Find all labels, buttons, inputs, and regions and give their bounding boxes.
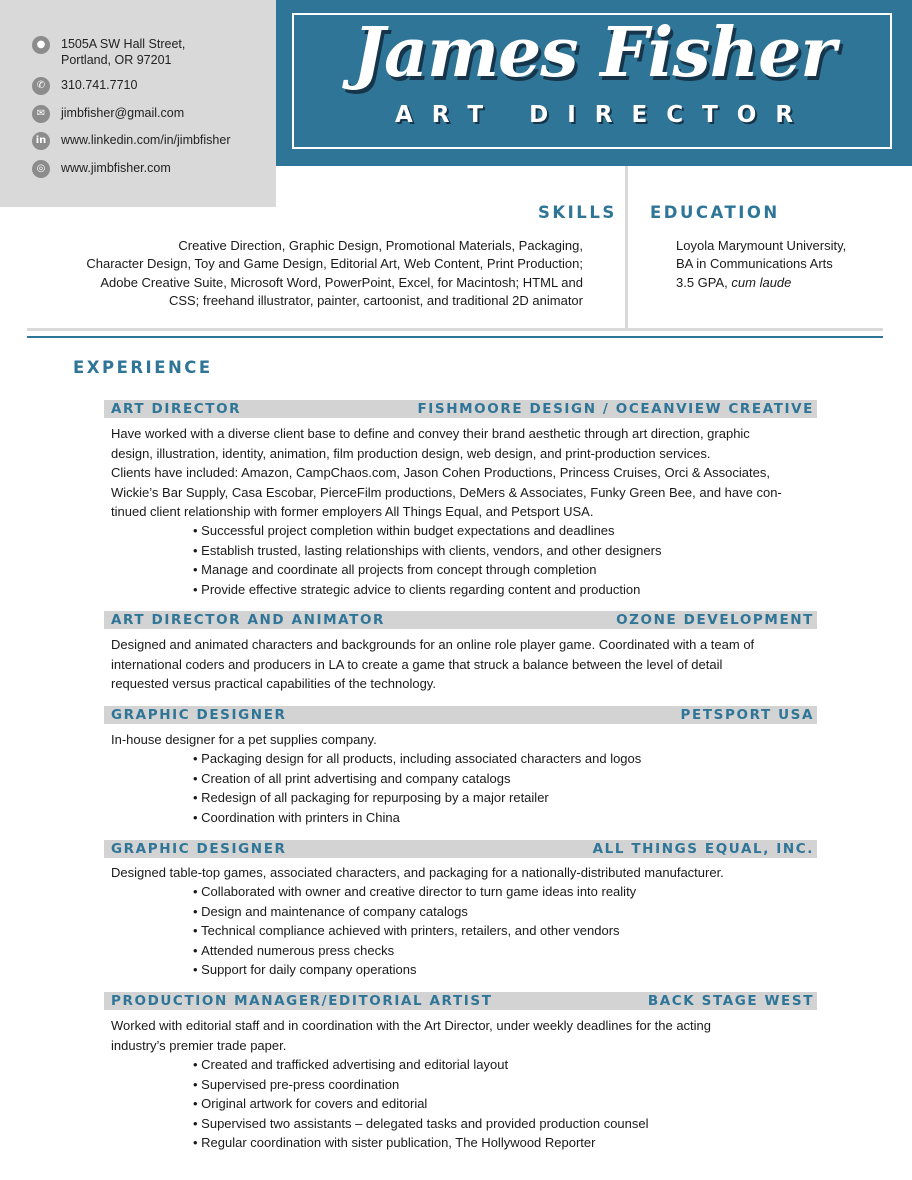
bullet-item: • Creation of all print advertising and company catalogs (193, 769, 813, 789)
job-bullets (193, 521, 813, 599)
job-company: OZONE DEVELOPMENT (616, 612, 814, 628)
address-line-1: 1505A SW Hall Street, (61, 37, 186, 51)
bullet-item: • Redesign of all packaging for repurposing by a major retailer (193, 788, 813, 808)
bullet-item: • Supervised two assistants – delegated tasks and provided production counsel (193, 1114, 813, 1134)
education-heading: EDUCATION (650, 203, 780, 222)
contact-phone (32, 77, 137, 95)
experience-heading: EXPERIENCE (73, 358, 213, 377)
job-description (111, 863, 811, 883)
contact-linkedin (32, 132, 231, 150)
skills-heading: SKILLS (538, 203, 617, 222)
job-company: PETSPORT USA (680, 707, 814, 723)
job-header (104, 992, 817, 1010)
job-description-line: design, illustration, identity, animation, film production design, web design, and print-production services. (111, 445, 711, 461)
job-header (104, 400, 817, 418)
job-description-line: Designed and animated characters and backgrounds for an online role player game. Coordinated with a team of (111, 637, 755, 652)
education-gpa: 3.5 GPA, (676, 274, 732, 290)
job-description-line: tinued client relationship with former employers All Things Equal, and Petsport USA. (111, 504, 594, 519)
bullet-item: • Provide effective strategic advice to clients regarding content and production (193, 580, 813, 600)
bullet-item: • Packaging design for all products, including associated characters and logos (193, 749, 813, 769)
name-banner (276, 0, 912, 166)
job-description-line: In-house designer for a pet supplies company. (111, 732, 377, 747)
mail-icon: ✉ (32, 105, 50, 123)
globe-icon: ◎ (32, 160, 50, 178)
bullet-item: • Coordination with printers in China (193, 808, 813, 828)
job-description (111, 1016, 811, 1055)
education-degree: BA in Communications Arts (676, 256, 833, 272)
skills-line: Creative Direction, Graphic Design, Promotional Materials, Packaging, (178, 238, 583, 253)
job-company: BACK STAGE WEST (647, 993, 814, 1009)
bullet-item: • Collaborated with owner and creative director to turn game ideas into reality (193, 882, 813, 902)
bullet-item: • Manage and coordinate all projects from concept through completion (193, 560, 813, 580)
bullet-item: • Regular coordination with sister publication, The Hollywood Reporter (193, 1133, 813, 1153)
divider-blue (27, 336, 883, 338)
job-description-line: Clients have included: Amazon, CampChaos.com, Jason Cohen Productions, Princess Cruises, Orci & Associates, (111, 465, 770, 480)
address-line-2: Portland, OR 97201 (61, 53, 172, 67)
job-role: PRODUCTION MANAGER/EDITORIAL ARTIST (111, 993, 493, 1009)
job-role: ART DIRECTOR (111, 401, 242, 417)
education-gpa-line (676, 274, 846, 292)
skills-list (40, 237, 583, 310)
phone-number[interactable]: 310.741.7710 (61, 78, 138, 92)
candidate-title: ART DIRECTOR (394, 102, 813, 128)
education-block (676, 237, 846, 292)
divider-gray (27, 328, 883, 331)
bullet-item: • Created and trafficked advertising and editorial layout (193, 1055, 813, 1075)
bullet-item: • Technical compliance achieved with printers, retailers, and other vendors (193, 921, 813, 941)
job-header (104, 611, 817, 629)
bullet-item: • Original artwork for covers and editorial (193, 1094, 813, 1114)
contact-website (32, 160, 171, 178)
job-header (104, 706, 817, 724)
bullet-item: • Attended numerous press checks (193, 941, 813, 961)
job-role: GRAPHIC DESIGNER (111, 841, 287, 857)
job-description-line: Have worked with a diverse client base to define and convey their brand aesthetic through art direction, graphic (111, 426, 750, 441)
linkedin-icon: in (32, 132, 50, 150)
job-role: ART DIRECTOR AND ANIMATOR (111, 612, 386, 628)
website-link[interactable]: www.jimbfisher.com (61, 161, 171, 175)
job-description (111, 635, 811, 694)
job-bullets (193, 749, 813, 827)
job-description-line: industry’s premier trade paper. (111, 1037, 287, 1053)
bullet-item: • Successful project completion within budget expectations and deadlines (193, 521, 813, 541)
skills-line: Adobe Creative Suite, Microsoft Word, PowerPoint, Excel, for Macintosh; HTML and (100, 274, 583, 290)
job-header (104, 840, 817, 858)
job-bullets (193, 882, 813, 980)
job-description-line: Designed table-top games, associated characters, and packaging for a nationally-distributed manufacturer. (111, 865, 724, 880)
job-company: FISHMOORE DESIGN / OCEANVIEW CREATIVE (417, 401, 814, 417)
job-description-line: Wickie’s Bar Supply, Casa Escobar, PierceFilm productions, DeMers & Associates, Funky Green Bee, and have con- (111, 484, 782, 500)
job-description-line: requested versus practical capabilities of the technology. (111, 676, 436, 691)
contact-email (32, 105, 184, 123)
contact-panel (0, 0, 276, 207)
linkedin-link[interactable]: www.linkedin.com/in/jimbfisher (61, 133, 231, 147)
phone-icon: ✆ (32, 77, 50, 95)
bullet-item: • Design and maintenance of company catalogs (193, 902, 813, 922)
job-description (111, 730, 811, 750)
contact-address (32, 36, 185, 68)
job-bullets (193, 1055, 813, 1153)
map-pin-icon: ● (32, 36, 50, 54)
education-honors: cum laude (731, 274, 792, 290)
skills-line: Character Design, Toy and Game Design, Editorial Art, Web Content, Print Production; (86, 256, 583, 272)
skills-line: CSS; freehand illustrator, painter, cartoonist, and traditional 2D animator (168, 292, 583, 308)
candidate-name: James Fisher (352, 13, 836, 93)
column-divider (625, 166, 628, 329)
email-link[interactable]: jimbfisher@gmail.com (61, 106, 185, 120)
job-role: GRAPHIC DESIGNER (111, 707, 287, 723)
job-description (111, 424, 811, 522)
job-company: ALL THINGS EQUAL, INC. (592, 841, 814, 857)
bullet-item: • Supervised pre-press coordination (193, 1075, 813, 1095)
bullet-item: • Support for daily company operations (193, 960, 813, 980)
bullet-item: • Establish trusted, lasting relationships with clients, vendors, and other designers (193, 541, 813, 561)
education-school: Loyola Marymount University, (676, 238, 847, 253)
job-description-line: international coders and producers in LA to create a game that struck a balance between the level of detail (111, 656, 723, 672)
job-description-line: Worked with editorial staff and in coordination with the Art Director, under weekly deadlines for the acting (111, 1018, 712, 1033)
